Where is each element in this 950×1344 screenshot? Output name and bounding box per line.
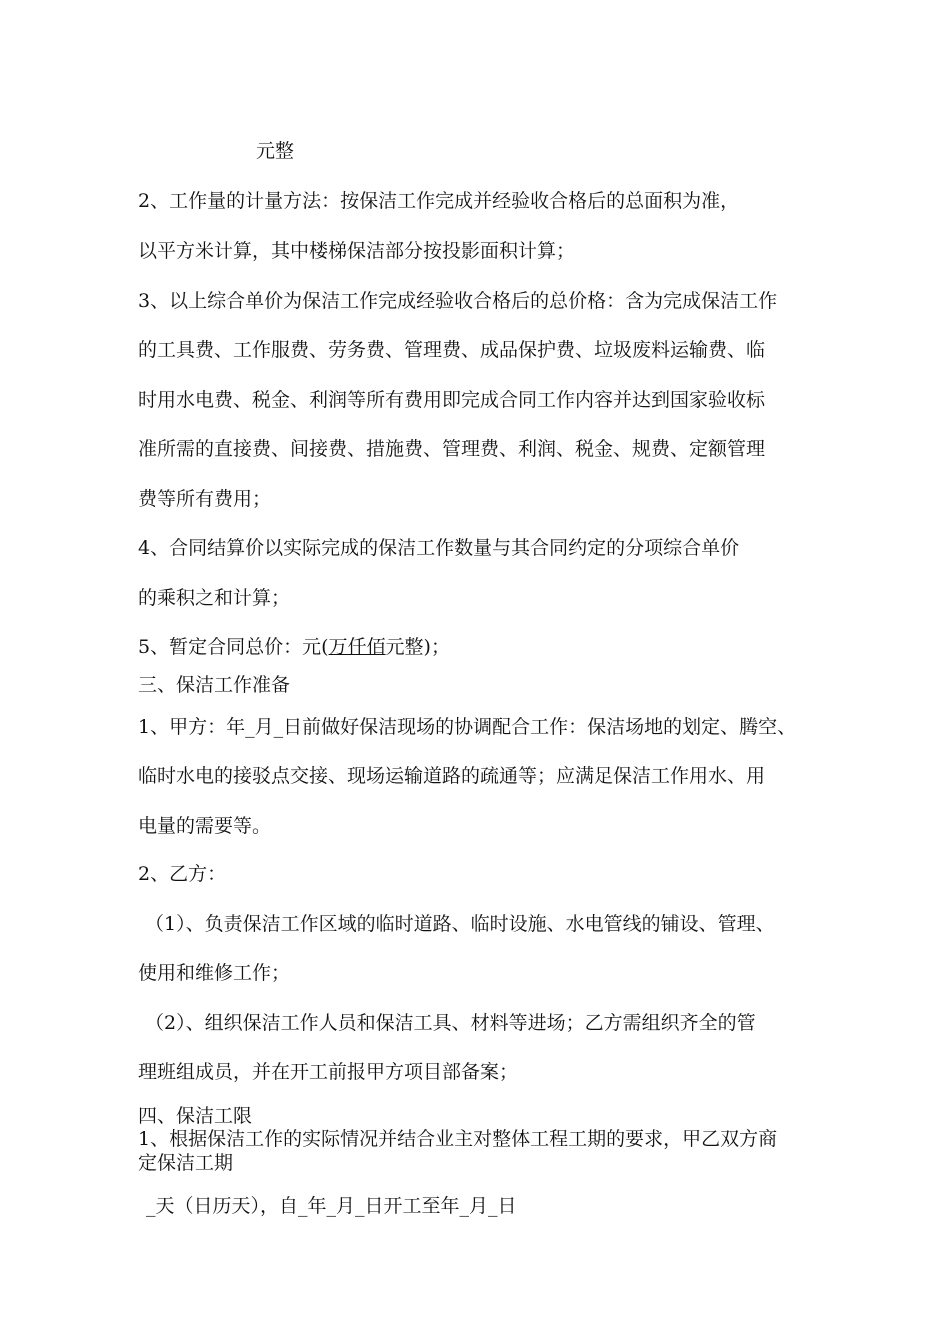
text-line-2: 2、工作量的计量方法：按保洁工作完成并经验收合格后的总面积为准， xyxy=(138,190,740,212)
text-line-13: 临时水电的接驳点交接、现场运输道路的疏通等；应满足保洁工作用水、用 xyxy=(138,765,766,787)
text-line-4: 3、以上综合单价为保洁工作完成经验收合格后的总价格：含为完成保洁工作 xyxy=(138,290,778,312)
text-line-19: 理班组成员，并在开工前报甲方项目部备案； xyxy=(138,1061,519,1083)
section-heading-3: 三、保洁工作准备 xyxy=(138,674,291,696)
text-line-16: （1）、负责保洁工作区域的临时道路、临时设施、水电管线的铺设、管理、 xyxy=(145,913,775,935)
total-price-line xyxy=(138,635,450,659)
text-line-7: 准所需的直接费、间接费、措施费、管理费、利润、税金、规费、定额管理 xyxy=(138,438,766,460)
text-line-9: 4、合同结算价以实际完成的保洁工作数量与其合同约定的分项综合单价 xyxy=(138,537,740,559)
text-line-23: _天（日历天），自_年_月_日开工至年_月_日 xyxy=(146,1195,517,1217)
text-line-1: 元整 xyxy=(256,140,295,162)
text-line-17: 使用和维修工作； xyxy=(138,962,291,984)
section-heading-4: 四、保洁工限 xyxy=(138,1105,253,1127)
text-line-18: （2）、组织保洁工作人员和保洁工具、材料等进场；乙方需组织齐全的管 xyxy=(145,1012,756,1034)
text-line-3: 以平方米计算，其中楼梯保洁部分按投影面积计算； xyxy=(138,240,576,262)
text-line-22: 定保洁工期 xyxy=(138,1152,234,1174)
total-price-amount-blank: 万仟佰 xyxy=(328,636,386,658)
text-line-6: 时用水电费、税金、利润等所有费用即完成合同工作内容并达到国家验收标 xyxy=(138,389,766,411)
text-line-21: 1、根据保洁工作的实际情况并结合业主对整体工程工期的要求，甲乙双方商 xyxy=(138,1128,778,1150)
text-line-12: 1、甲方：年_月_日前做好保洁现场的协调配合工作：保洁场地的划定、腾空、 xyxy=(138,716,797,738)
total-price-suffix: 元整)； xyxy=(385,636,450,658)
text-line-8: 费等所有费用； xyxy=(138,488,272,510)
text-line-10: 的乘积之和计算； xyxy=(138,587,291,609)
text-line-14: 电量的需要等。 xyxy=(138,815,272,837)
text-line-5: 的工具费、工作服费、劳务费、管理费、成品保护费、垃圾废料运输费、临 xyxy=(138,339,766,361)
total-price-prefix: 5、暂定合同总价：元( xyxy=(138,636,329,658)
text-line-15: 2、乙方： xyxy=(138,863,227,885)
